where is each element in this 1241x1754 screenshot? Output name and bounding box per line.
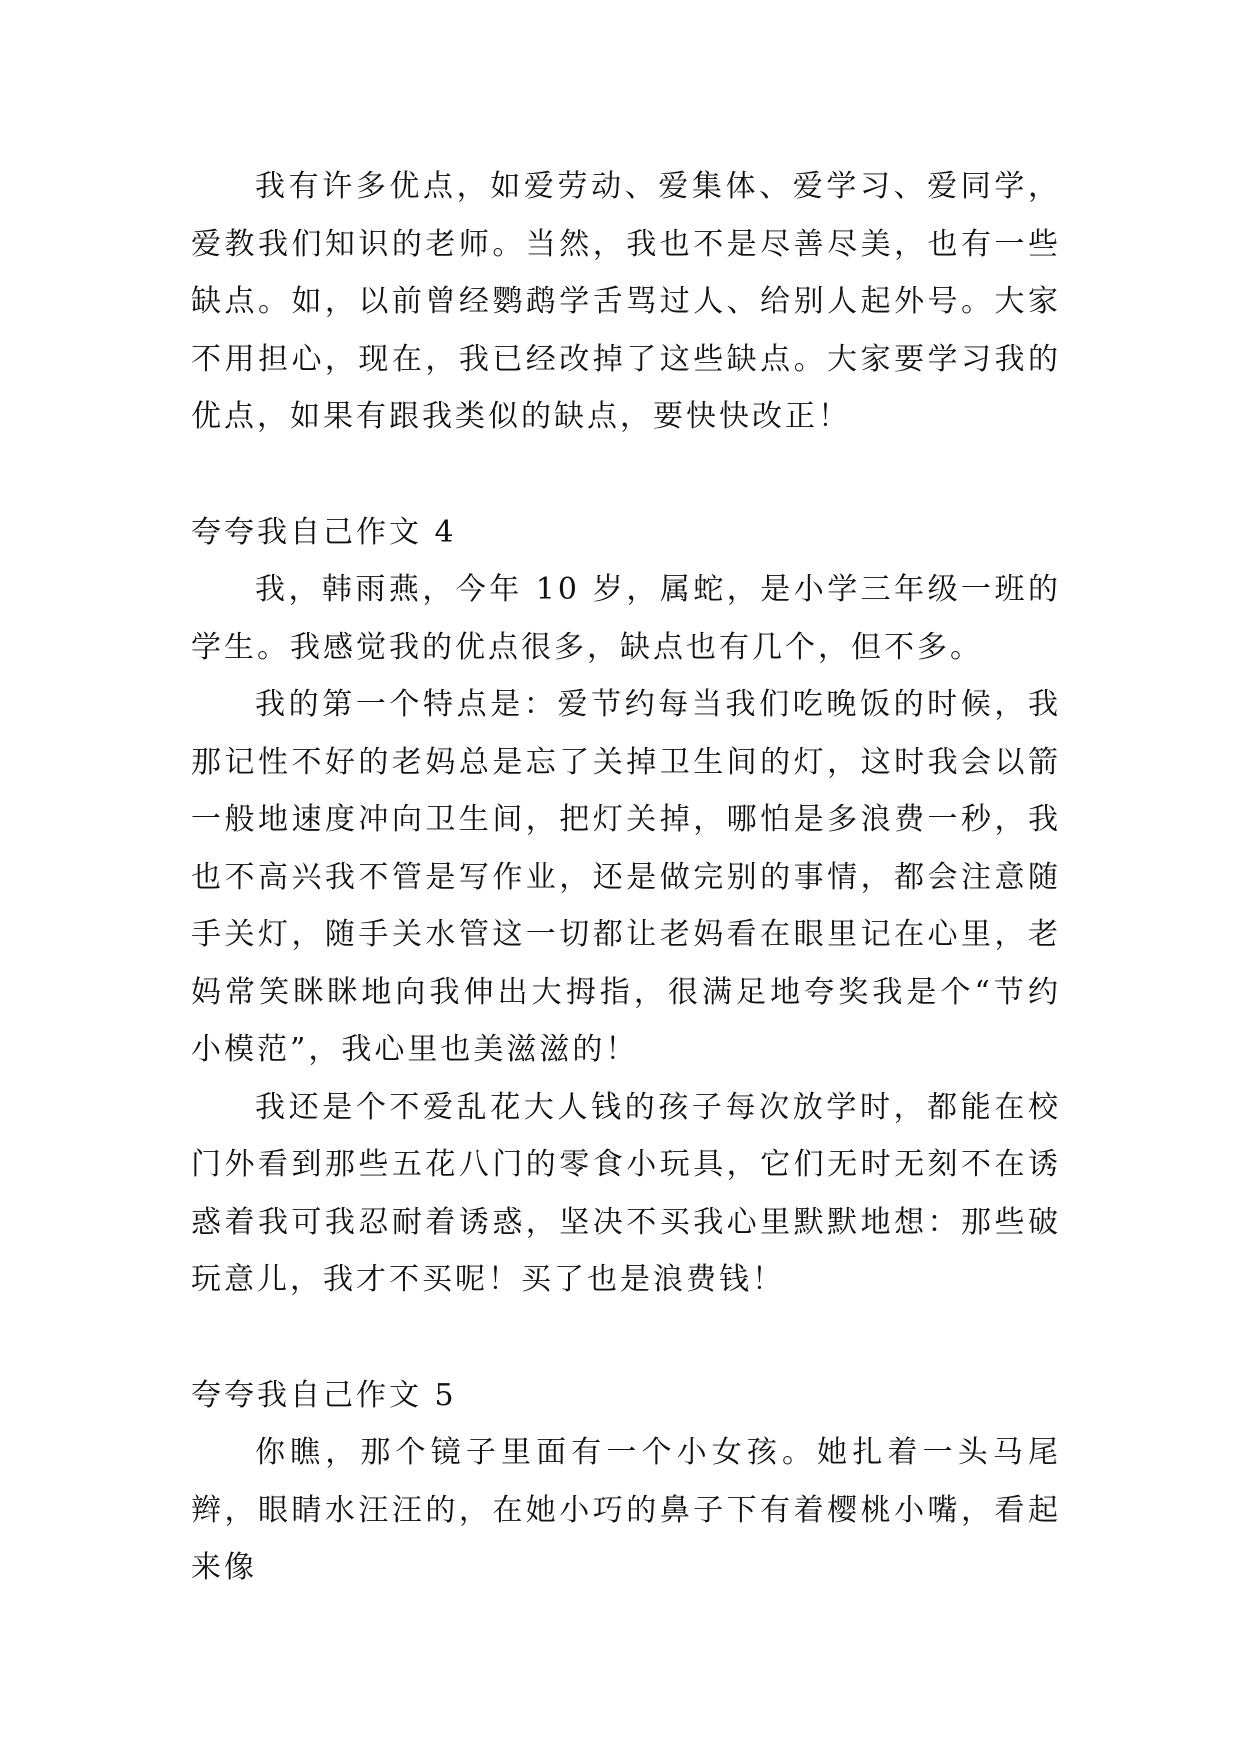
- paragraph: 我有许多优点，如爱劳动、爱集体、爱学习、爱同学，爱教我们知识的老师。当然，我也不是尽善尽美，也有一些缺点。如，以前曾经鹦鹉学舌骂过人、给别人起外号。大家不用担心，现在，我已经改掉了这些缺点。大家要学习我的优点，如果有跟我类似的缺点，要快快改正！: [191, 169, 1061, 434]
- paragraph: 我，韩雨燕，今年 10 岁，属蛇，是小学三年级一班的学生。我感觉我的优点很多，缺点也有几个，但不多。: [191, 572, 1061, 665]
- document-body: [191, 158, 1061, 1597]
- section-heading: 夸夸我自己作文 5: [191, 1377, 457, 1413]
- section-heading: 夸夸我自己作文 4: [191, 514, 457, 550]
- paragraph: 我还是个不爱乱花大人钱的孩子每次放学时，都能在校门外看到那些五花八门的零食小玩具，它们无时无刻不在诱惑着我可我忍耐着诱惑，坚决不买我心里默默地想：那些破玩意儿，我才不买呢！买了也是浪费钱！: [191, 1089, 1061, 1297]
- paragraph: 你瞧，那个镜子里面有一个小女孩。她扎着一头马尾辫，眼睛水汪汪的，在她小巧的鼻子下有着樱桃小嘴，看起来像: [191, 1435, 1061, 1585]
- paragraph: 我的第一个特点是：爱节约每当我们吃晚饭的时候，我那记性不好的老妈总是忘了关掉卫生间的灯，这时我会以箭一般地速度冲向卫生间，把灯关掉，哪怕是多浪费一秒，我也不高兴我不管是写作业，还是做完别的事情，都会注意随手关灯，随手关水管这一切都让老妈看在眼里记在心里，老妈常笑眯眯地向我伸出大拇指，很满足地夸奖我是个“节约小模范”，我心里也美滋滋的！: [191, 687, 1061, 1067]
